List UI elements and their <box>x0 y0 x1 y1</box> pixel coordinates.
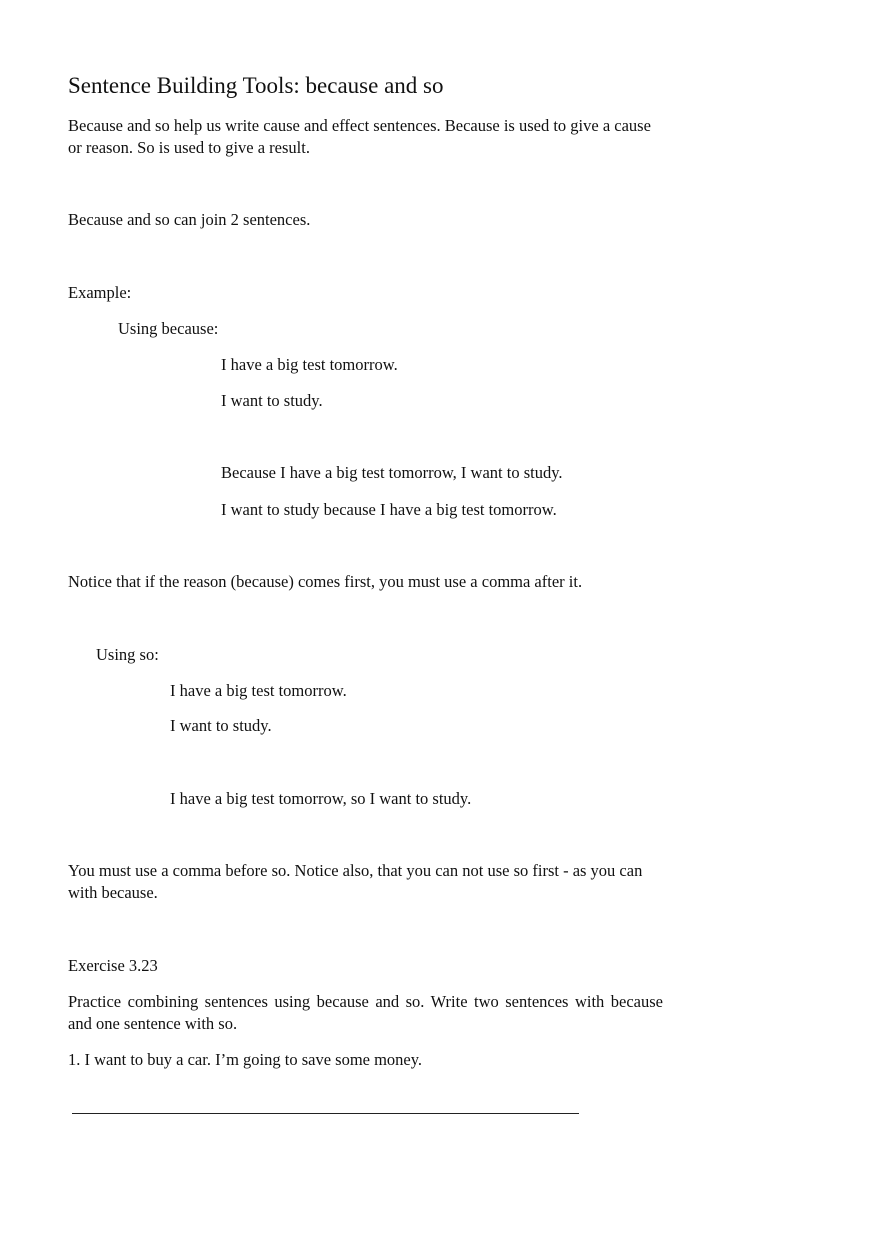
join-sentence: Because and so can join 2 sentences. <box>68 210 311 229</box>
intro-paragraph: Because and so help us write cause and effect sentences. Because is used to give a cause or reason. So is used to give a result. <box>68 116 651 157</box>
exercise-item-1: 1. I want to buy a car. I’m going to save some money. <box>68 1050 423 1069</box>
because-sentence-2: I want to study. <box>221 391 323 410</box>
so-sentence-2: I want to study. <box>170 716 272 735</box>
comma-note-paragraph: You must use a comma before so. Notice also, that you can not use so first - as you can with because. <box>68 861 643 902</box>
so-combined-1: I have a big test tomorrow, so I want to study. <box>170 789 472 808</box>
using-so-heading: Using so: <box>96 645 159 664</box>
exercise-label: Exercise 3.23 <box>68 956 158 975</box>
example-label: Example: <box>68 283 132 302</box>
because-combined-1: Because I have a big test tomorrow, I want to study. <box>221 463 563 482</box>
notice-comma-rule: Notice that if the reason (because) comes first, you must use a comma after it. <box>68 572 583 591</box>
because-combined-2: I want to study because I have a big test tomorrow. <box>221 500 557 519</box>
exercise-instructions: Practice combining sentences using because and so. Write two sentences with because and one sentence with so. <box>68 992 663 1033</box>
so-sentence-1: I have a big test tomorrow. <box>170 681 347 700</box>
because-sentence-1: I have a big test tomorrow. <box>221 355 398 374</box>
using-because-heading: Using because: <box>118 319 219 338</box>
answer-line[interactable] <box>72 1113 579 1114</box>
page-title: Sentence Building Tools: because and so <box>68 73 444 98</box>
